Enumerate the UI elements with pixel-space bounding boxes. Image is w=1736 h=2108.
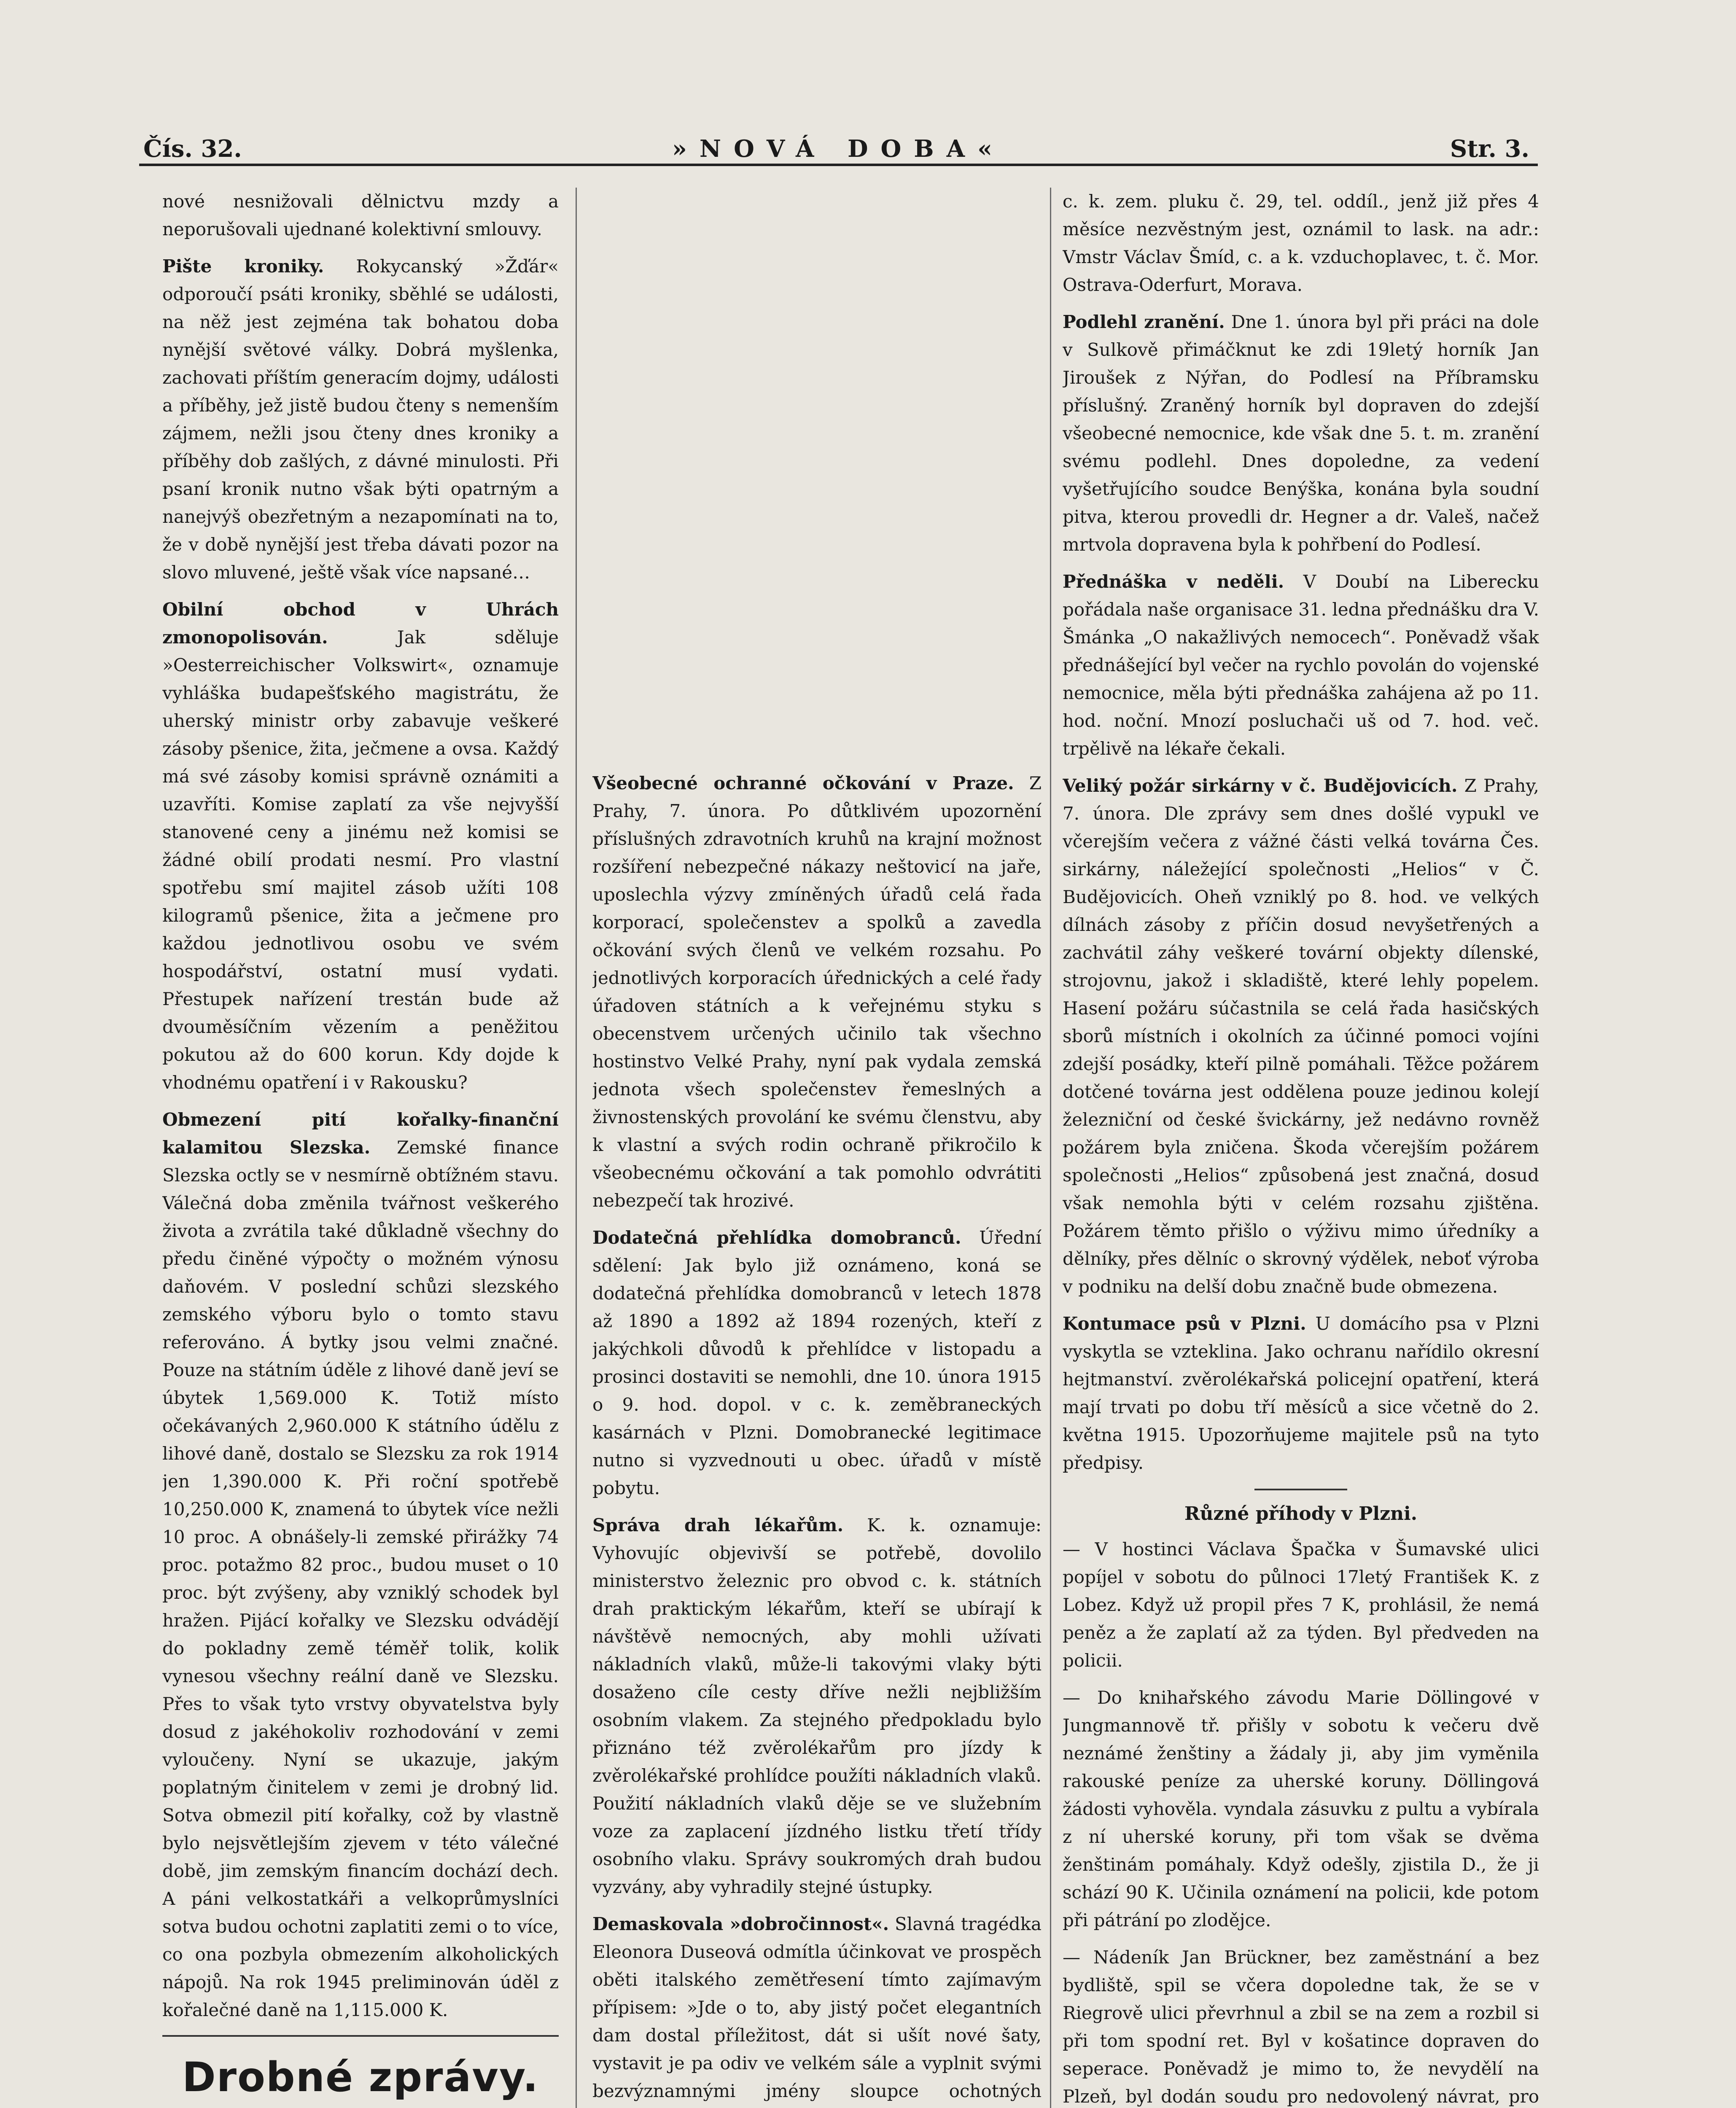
article-prednaska <box>1063 568 1539 763</box>
article-prehlidka <box>592 1224 1042 1502</box>
article-headline: Přednáška v neděli. <box>1063 571 1284 592</box>
article-continuation: nové nesnižovali dělnictvu mzdy a neporušovali ujednané kolektivní smlouvy. <box>162 191 559 239</box>
news-item: — Do knihařského závodu Marie Döllingové v Jungmannově tř. přišly v sobotu k večeru dvě neznámé ženštiny a žádaly ji, aby jim vyměnila rakouské peníze za uherské koruny. Döllingová žádosti vyhověla. vyndala zásuvku z pultu a vybírala z ní uherské koruny, při tom však se dvěma ženštinám pomáhaly. Když odešly, zjistila D., že ji schází 90 K. Učinila oznámení na policii, kde potom při pátrání po zlodějce. <box>1063 1687 1539 1931</box>
article-body: K. k. oznamuje: Vyhovujíc objevivší se potřebě, dovolilo ministerstvo železnic pro obvod c. k. státních drah praktickým lékařům, kteří se ubírají k návštěvě nemocných, aby mohli užívati nákladních vlaků, může-li takovými vlaky býti dosaženo cíle cesty dříve nežli nejbližším osobním vlakem. Za stejného předpokladu bylo přiznáno též zvěrolékařům pro jízdy k zvěrolékařské prohlídce použíti nákladních vlaků. Použití nákladních vlaků děje se ve služebním voze za zaplacení jízdného listku třetí třídy osobního vlaku. Správy soukromých drah budou vyzvány, aby vyhradily stejné ústupky. <box>592 1515 1042 1897</box>
article-obilni-obchod <box>162 596 559 1097</box>
article-headline: Podlehl zranění. <box>1063 312 1225 332</box>
article-kroniky <box>162 253 559 586</box>
article-body: Rokycanský »Žďár« odporoučí psáti kroniky, sběhlé se události, na něž jest zejména tak bohatou doba nynější světové války. Dobrá myšlenka, zachovati příštím generacím dojmy, události a příběhy, jež jistě budou čteny s nemenším zájmem, nežli jsou čteny dnes kroniky a příběhy dob zašlých, z dávné minulosti. Při psaní kronik nutno však býti opatrným a nanejvýš obezřetným a nezapomínati na to, že v době nynější jest třeba dávati pozor na slovo mluvené, ještě však více napsané… <box>162 256 559 583</box>
article-headline: Správa drah lékařům. <box>592 1515 844 1535</box>
article-slezsko <box>162 1106 559 2024</box>
divider <box>1254 1489 1347 1490</box>
article-body: Zemské finance Slezska octly se v nesmírně obtížném stavu. Válečná doba změnila tvářnost veškerého života a zvrátila také důkladně všechny do předu činěné výpočty o možném výnosu daňovém. V poslední schůzi slezského zemského výboru bylo o tomto stavu referováno. Á bytky jsou velmi značné. Pouze na státním úděle z lihové daně jeví se úbytek 1,569.000 K. Totiž místo očekávaných 2,960.000 K státního údělu z lihové daně, dostalo se Slezsku za rok 1914 jen 1,390.000 K. Při roční spotřebě 10,250.000 K, znamená to úbytek více nežli 10 proc. A obnášely-li zemské přirážky 74 proc. potažmo 82 proc., budou muset o 10 proc. být zvýšeny, aby vzniklý schodek byl hražen. Pijácí kořalky ve Slezsku odvádějí do pokladny země téměř tolik, kolik vynesou všechny reální daně ve Slezsku. Přes to však tyto vrstvy obyvatelstva byly dosud z jakéhokoliv rozhodování v zemi vyloučeny. Nyní se ukazuje, jakým poplatným činitelem v zemi je drobný lid. Sotva obmezil pití kořalky, což by vlastně bylo nejsvětlejším zjevem v této válečné době, jim zemským financím dochází dech. A páni velkostatkáři a velkoprůmyslníci sotva budou ochotni zaplatiti zemi o to více, co ona pozbyla obmezením alkoholických nápojů. Na rok 1945 preliminován úděl z kořalečné daně na 1,115.000 K. <box>162 1137 559 2020</box>
article-body: V Doubí na Liberecku pořádala naše organisace 31. ledna přednášku dra V. Šmánka „O nakažlivých nemocech“. Poněvadž však přednášející byl večer na rychlo povolán do vojenské nemocnice, měla býti přednáška zahájena až po 11. hod. noční. Mnozí posluchači uš od 7. hod. več. trpělivě na lékaře čekali. <box>1063 571 1539 759</box>
article-body: Jak sděluje »Oesterreichischer Volkswirt«, oznamuje vyhláška budapešťského magistrátu, že uherský ministr orby zabavuje veškeré zásoby pšenice, žita, ječmene a ovsa. Každý má své zásoby komisi správně oznámiti a uzavříti. Komise zaplatí za vše nejvyšší stanovené ceny a jinému než komisi se žádné obilí prodati nesmí. Pro vlastní spotřebu smí majitel zásob užíti 108 kilogramů pšenice, žita a ječmene pro každou jednotlivou osobu ve svém hospodářství, ostatní musí vydati. Přestupek nařízení trestán bude až dvouměsíčním vězením a peněžitou pokutou až do 600 korun. Kdy dojde k vhodnému opatření i v Rakousku? <box>162 627 559 1093</box>
article-duseova <box>592 1910 1042 2108</box>
article-continuation: c. k. zem. pluku č. 29, tel. oddíl., jenž již přes 4 měsíce nezvěstným jest, oznámil to lask. na adr.: Vmstr Václav Šmíd, c. a k. vzduchoplavec, t. č. Mor. Ostrava-Oderfurt, Morava. <box>1063 191 1539 295</box>
section-subheading: Různé příhody v Plzni. <box>1184 1503 1418 1525</box>
page-number: Str. 3. <box>1450 135 1529 163</box>
article-body: Úřední sdělení: Jak bylo již oznámeno, koná se dodatečná přehlídka domobranců v letech 1878 až 1890 a 1892 až 1894 rozených, kteří z jakýchkoli důvodů k přehlídce v listopadu a prosinci dostaviti se nemohli, dne 10. února 1915 o 9. hod. dopol. v c. k. zeměbraneckých kasárnách v Plzni. Domobranecké legitimace nutno si vyzvednouti u obec. úřadů v místě pobytu. <box>592 1227 1042 1498</box>
article-headline: Pište kroniky. <box>162 256 324 277</box>
section-banner-drobne-zpravy: Drobné zprávy. <box>182 2054 539 2101</box>
article-headline: Kontumace psů v Plzni. <box>1063 1313 1306 1334</box>
news-item: — Nádeník Jan Brückner, bez zaměstnání a bez bydliště, spil se včera dopoledne tak, že se v Riegrově ulici převrhnul a zbil se na zem a rozbil si při tom spodní ret. Byl v košatince dopraven do seperace. Poněvadž je mimo to, že nevydělí na Plzeň, byl dodán soudu pro nedovolený návrat, pro <box>1063 1947 1539 2107</box>
issue-number: Čís. 32. <box>143 135 242 163</box>
article-body: Slavná tragédka Eleonora Duseová odmítla účinkovat ve prospěch oběti italského zemětřesení tímto zajímavým přípisem: »Jde o to, aby jistý počet elegantních dam dostal příležitost, dát si ušít nové šaty, vystavit je pa odiv ve velkém sále a vyplnit svými bezvýznamnými jmény sloupce ochotných <box>592 1914 1042 2101</box>
column-left <box>162 188 559 2108</box>
article-body: U domácího psa v Plzni vyskytla se vzteklina. Jako ochranu nařídilo okresní hejtmanství. zvěrolékařská policejní opatření, která mají trvati po dobu tří měsíců a sice včetně do 2. května 1915. Upozorňujeme majitele psů na tyto předpisy. <box>1063 1313 1539 1473</box>
column-rule <box>576 188 577 2108</box>
article-drahy <box>592 1511 1042 1901</box>
article-headline: Obmezení pití kořalky-finanční kalamitou Slezska. <box>162 1109 559 1158</box>
article-headline: Obilní obchod v Uhrách zmonopolisován. <box>162 599 559 648</box>
news-item: — V hostinci Václava Špačka v Šumavské ulici popíjel v sobotu do půlnoci 17letý František K. z Lobez. Když už propil přes 7 K, prohlásil, že nemá peněz a že zaplatí až za týden. Byl předveden na policii. <box>1063 1539 1539 1671</box>
column-middle <box>592 188 1042 2108</box>
newspaper-title: »NOVÁ DOBA« <box>672 135 1005 163</box>
article-body: Z Prahy, 7. února. Po důtklivém upozornění příslušných zdravotních kruhů na krajní možnost rozšíření nebezpečné nákazy neštovicí na jaře, uposlechla výzvy zmíněných úřadů celá řada korporací, společenstev a spolků a zavedla očkování svých členů ve velkém rozsahu. Po jednotlivých korporacích úřednických a celé řady úřadoven státních a k veřejnému styku s obecenstvem určených učinilo tak všechno hostinstvo Velké Prahy, nyní pak vydala zemská jednota všech společenstev řemeslných a živnostenských provolání ke svému členstvu, aby k vlastní a svých rodin ochraně přikročilo k všeobecnému očkování a tak pomohlo odvrátiti nebezpečí tak hrozivé. <box>592 773 1042 1211</box>
article-body: Z Prahy, 7. února. Dle zprávy sem dnes došlé vypukl ve včerejším večera z vážné části velká továrna Čes. sirkárny, náležející společnosti „Helios“ v Č. Budějovicích. Oheň vzniklý po 8. hod. ve velkých dílnách zásoby z příčin dosud nevyšetřených a zachvátil záhy veškeré tovární objekty dílenské, strojovnu, jakož i skladiště, které lehly popelem. Hasení požáru súčastnila se celá řada hasičských sborů místních i okolních za účinné pomoci vojíni zdejší posádky, kteří pilně pomáhali. Těžce požárem dotčené továrna jest oddělena pouze jedinou kolejí železniční od české švickárny, jež nedávno rovněž požárem byla zničena. Škoda včerejším požárem společnosti „Helios“ způsobená jest značná, dosud však nemohla býti v celém rozsahu zjištěna. Požárem těmto přišlo o výživu mimo úředníky a dělníky, přes dělníc o skrovný výdělek, neboť výroba v podniku na delší dobu značně bude obmezena. <box>1063 775 1539 1297</box>
article-headline: Demaskovala »dobročinnost«. <box>592 1914 889 1934</box>
column-right <box>1063 188 1539 2108</box>
article-headline: Veliký požár sirkárny v č. Budějovicích. <box>1063 775 1458 796</box>
column-rule <box>1050 188 1051 2108</box>
divider <box>162 2035 559 2037</box>
article-body: Dne 1. února byl při práci na dole v Sulkově přimáčknut ke zdi 19letý horník Jan Jiroušek z Nýřan, do Podlesí na Příbramsku příslušný. Zraněný horník byl dopraven do zdejší všeobecné nemocnice, kde však dne 5. t. m. zranění svému podlehl. Dnes dopoledne, za vedení vyšetřujícího soudce Benýška, konána byla soudní pitva, kterou provedli dr. Hegner a dr. Valeš, načež mrtvola dopravena byla k pohřbení do Podlesí. <box>1063 312 1539 555</box>
article-kontumace <box>1063 1310 1539 1477</box>
article-headline: Všeobecné ochranné očkování v Praze. <box>592 773 1014 793</box>
article-pozar <box>1063 772 1539 1301</box>
article-zraneni <box>1063 308 1539 559</box>
article-ockovani <box>592 769 1042 1215</box>
article-headline: Dodatečná přehlídka domobranců. <box>592 1227 961 1248</box>
page-header <box>139 134 1538 166</box>
blank-area <box>592 188 1042 769</box>
